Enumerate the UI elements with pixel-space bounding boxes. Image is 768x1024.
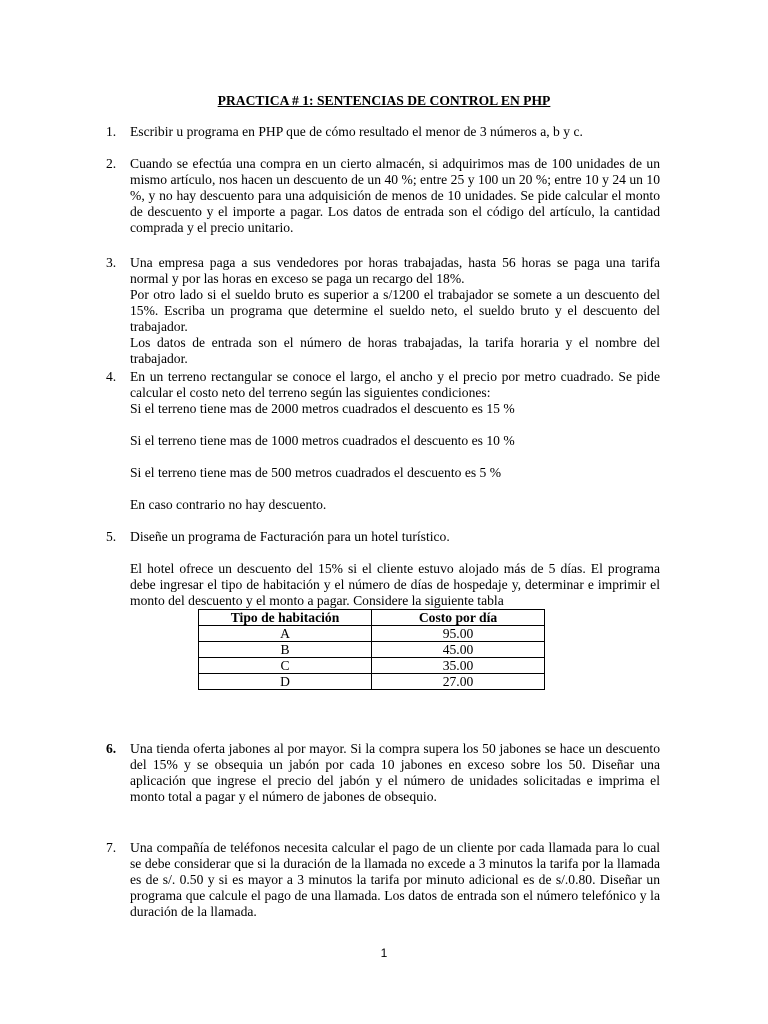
exercise-text: Si el terreno tiene mas de 1000 metros cuadrados el descuento es 10 % — [130, 433, 515, 448]
exercise-text: Si el terreno tiene mas de 2000 metros cuadrados el descuento es 15 % — [130, 401, 515, 416]
table-cell: 35.00 — [372, 658, 545, 674]
exercise-number: 6. — [106, 741, 117, 756]
exercise-text: Escribir u programa en PHP que de cómo resultado el menor de 3 números a, b y c. — [130, 124, 583, 139]
exercise-5-description — [130, 561, 660, 609]
exercise-number: 4. — [106, 369, 117, 384]
exercise-number: 3. — [106, 255, 117, 270]
room-rate-table — [198, 609, 545, 690]
exercise-7 — [106, 840, 660, 920]
table-cell: 95.00 — [372, 626, 545, 642]
exercise-text: Cuando se efectúa una compra en un cierto almacén, si adquirimos mas de 100 unidades de un mismo artículo, nos hacen un descuento de un 40 %; entre 25 y 100 un 20 %; entre 10 y 24 un 10 %, y no hay descuento para una adquisición de menos de 10 unidades. Se pide calcular el monto de descuento y el importe a pagar. Los datos de entrada son el código del artículo, la cantidad comprada y el precio unitario. — [130, 156, 660, 235]
column-header: Costo por día — [372, 610, 545, 626]
exercise-number: 2. — [106, 156, 117, 171]
table-cell: A — [199, 626, 372, 642]
table-cell: D — [199, 674, 372, 690]
page-title: PRACTICA # 1: SENTENCIAS DE CONTROL EN PHP — [217, 93, 551, 108]
exercise-text: En caso contrario no hay descuento. — [130, 497, 327, 512]
page-number: 1 — [380, 946, 388, 960]
exercise-4 — [106, 369, 660, 417]
exercise-4-condition — [130, 465, 660, 481]
exercise-text: Una empresa paga a sus vendedores por horas trabajadas, hasta 56 horas se paga una tarifa normal y por las horas en exceso se paga un recargo del 18%. — [130, 255, 660, 286]
exercise-text: Diseñe un programa de Facturación para un hotel turístico. — [130, 529, 450, 544]
table-cell: B — [199, 642, 372, 658]
column-header: Tipo de habitación — [199, 610, 372, 626]
table-cell: C — [199, 658, 372, 674]
exercise-text: En un terreno rectangular se conoce el largo, el ancho y el precio por metro cuadrado. Se pide calcular el costo neto del terreno según las siguientes condiciones: — [130, 369, 660, 400]
table-cell: 45.00 — [372, 642, 545, 658]
exercise-number: 1. — [106, 124, 117, 139]
exercise-text: Si el terreno tiene mas de 500 metros cuadrados el descuento es 5 % — [130, 465, 502, 480]
exercise-text: Una compañía de teléfonos necesita calcular el pago de un cliente por cada llamada para lo cual se debe considerar que si la duración de la llamada no excede a 3 minutos la tarifa por la llamada es de s/. 0.50 y si es mayor a 3 minutos la tarifa por minuto adicional es de s/.0.80. Diseñar un programa que calcule el pago de una llamada. Los datos de entrada son el número telefónico y la duración de la llamada. — [130, 840, 660, 919]
table-row — [199, 658, 545, 674]
table-cell: 27.00 — [372, 674, 545, 690]
exercise-4-condition — [130, 497, 660, 513]
exercise-text: Por otro lado si el sueldo bruto es superior a s/1200 el trabajador se somete a un descuento del 15%. Escriba un programa que determine el sueldo neto, el sueldo bruto y el descuento del trabajador. — [130, 287, 660, 334]
exercise-4-condition — [130, 433, 660, 449]
exercise-2 — [106, 156, 660, 236]
exercise-3 — [106, 255, 660, 367]
table-header-row — [199, 610, 545, 626]
table-row — [199, 642, 545, 658]
exercise-number: 7. — [106, 840, 117, 855]
exercise-text: Una tienda oferta jabones al por mayor. Si la compra supera los 50 jabones se hace un descuento del 15% y se obsequia un jabón por cada 10 jabones en exceso sobre los 50. Diseñar una aplicación que ingrese el precio del jabón y el número de unidades solicitadas e imprima el monto total a pagar y el número de jabones de obsequio. — [130, 741, 660, 804]
table-row — [199, 626, 545, 642]
table-row — [199, 674, 545, 690]
exercise-1 — [106, 124, 660, 140]
exercise-text: Los datos de entrada son el número de horas trabajadas, la tarifa horaria y el nombre del trabajador. — [130, 335, 660, 366]
exercise-text: El hotel ofrece un descuento del 15% si el cliente estuvo alojado más de 5 días. El programa debe ingresar el tipo de habitación y el número de días de hospedaje y, determinar e imprimir el monto del descuento y el monto a pagar. Considere la siguiente tabla — [130, 561, 660, 608]
exercise-6 — [106, 741, 660, 805]
exercise-5 — [106, 529, 660, 545]
exercise-number: 5. — [106, 529, 117, 544]
